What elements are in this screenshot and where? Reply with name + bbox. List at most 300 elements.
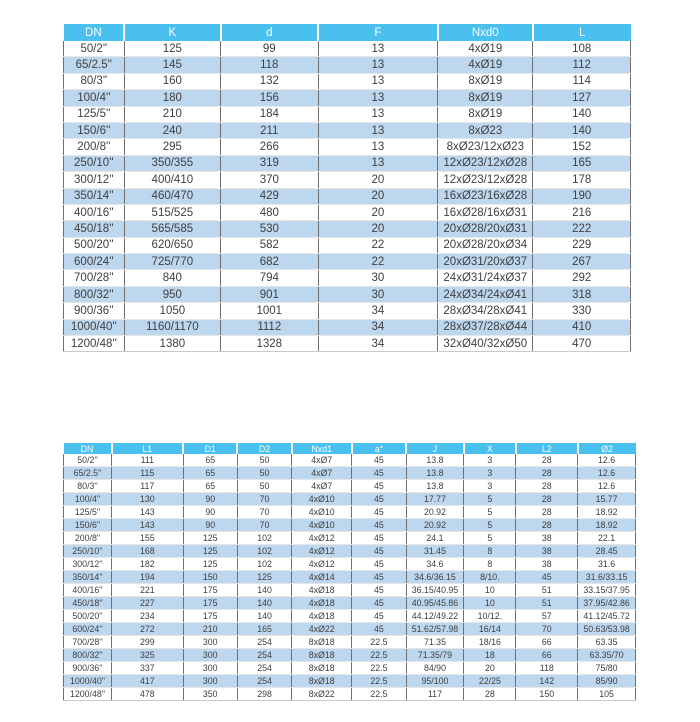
table-cell: 8xØ18 bbox=[292, 649, 352, 662]
table-row bbox=[64, 286, 631, 302]
table-cell: 12xØ23/12xØ28 bbox=[438, 172, 533, 188]
table-cell: 45 bbox=[516, 571, 578, 584]
table-cell: 100/4'' bbox=[64, 90, 125, 106]
table-cell: 90 bbox=[183, 519, 237, 532]
column-header: d bbox=[221, 24, 319, 41]
column-header: a° bbox=[352, 443, 406, 454]
table-cell: 143 bbox=[112, 506, 184, 519]
table-row bbox=[64, 610, 636, 623]
table-cell: 272 bbox=[112, 623, 184, 636]
table-row bbox=[64, 597, 636, 610]
table-cell: 16xØ28/16xØ31 bbox=[438, 204, 533, 220]
table-cell: 350/14'' bbox=[64, 188, 125, 204]
table-cell: 45 bbox=[352, 506, 406, 519]
table-cell: 216 bbox=[533, 204, 631, 220]
table-cell: 140 bbox=[237, 597, 291, 610]
table-row bbox=[64, 636, 636, 649]
table-cell: 66 bbox=[516, 649, 578, 662]
table-cell: 28 bbox=[516, 467, 578, 480]
table-cell: 125 bbox=[183, 532, 237, 545]
table-cell: 10 bbox=[464, 597, 516, 610]
table-cell: 111 bbox=[112, 454, 184, 467]
table-cell: 31.45 bbox=[406, 545, 464, 558]
table-cell: 190 bbox=[533, 188, 631, 204]
table-cell: 45 bbox=[352, 532, 406, 545]
table-cell: 127 bbox=[533, 90, 631, 106]
flange-dimensions-table-2 bbox=[63, 443, 636, 701]
column-header: L1 bbox=[112, 443, 184, 454]
table-cell: 105 bbox=[578, 688, 636, 701]
table-cell: 410 bbox=[533, 319, 631, 335]
table-cell: 4xØ7 bbox=[292, 480, 352, 493]
column-header: DN bbox=[64, 24, 125, 41]
table-cell: 45 bbox=[352, 467, 406, 480]
table-cell: 65/2.5'' bbox=[64, 57, 125, 73]
table-cell: 450/18'' bbox=[64, 221, 125, 237]
table-row bbox=[64, 454, 636, 467]
column-header: F bbox=[318, 24, 438, 41]
table-row bbox=[64, 172, 631, 188]
table-cell: 28xØ37/28xØ44 bbox=[438, 319, 533, 335]
table-cell: 44.12/49.22 bbox=[406, 610, 464, 623]
table-cell: 95/100 bbox=[406, 675, 464, 688]
table-cell: 20.92 bbox=[406, 519, 464, 532]
header-row bbox=[64, 443, 636, 454]
table-row bbox=[64, 270, 631, 286]
table-cell: 8xØ19 bbox=[438, 90, 533, 106]
table-cell: 292 bbox=[533, 270, 631, 286]
table-row bbox=[64, 506, 636, 519]
table-cell: 4xØ19 bbox=[438, 41, 533, 57]
table-cell: 4xØ22 bbox=[292, 623, 352, 636]
table-cell: 227 bbox=[112, 597, 184, 610]
table-cell: 45 bbox=[352, 493, 406, 506]
table-cell: 3 bbox=[464, 467, 516, 480]
table-cell: 12.6 bbox=[578, 454, 636, 467]
table-cell: 70 bbox=[516, 623, 578, 636]
table-cell: 350/355 bbox=[124, 155, 220, 171]
table-cell: 155 bbox=[112, 532, 184, 545]
table-cell: 28 bbox=[516, 519, 578, 532]
table-cell: 31.6 bbox=[578, 558, 636, 571]
table-row bbox=[64, 675, 636, 688]
table-cell: 99 bbox=[221, 41, 319, 57]
table-cell: 63.35/70 bbox=[578, 649, 636, 662]
table-cell: 20 bbox=[464, 662, 516, 675]
table-cell: 18 bbox=[464, 649, 516, 662]
table-cell: 71.35/79 bbox=[406, 649, 464, 662]
table-cell: 22 bbox=[318, 254, 438, 270]
table-cell: 165 bbox=[237, 623, 291, 636]
table-cell: 620/650 bbox=[124, 237, 220, 253]
table-cell: 22.5 bbox=[352, 649, 406, 662]
table-cell: 13.8 bbox=[406, 454, 464, 467]
table-cell: 65 bbox=[183, 480, 237, 493]
table-cell: 350/14'' bbox=[64, 571, 112, 584]
table-cell: 500/20'' bbox=[64, 237, 125, 253]
table-cell: 8 bbox=[464, 545, 516, 558]
table-cell: 80/3'' bbox=[64, 73, 125, 89]
table-cell: 31.6/33.15 bbox=[578, 571, 636, 584]
table-cell: 45 bbox=[352, 597, 406, 610]
table-cell: 300 bbox=[183, 636, 237, 649]
table-cell: 800/32'' bbox=[64, 286, 125, 302]
table-cell: 175 bbox=[183, 597, 237, 610]
table-cell: 66 bbox=[516, 636, 578, 649]
table-cell: 330 bbox=[533, 303, 631, 319]
table-cell: 450/18'' bbox=[64, 597, 112, 610]
table-cell: 400/16'' bbox=[64, 204, 125, 220]
table-cell: 125 bbox=[183, 545, 237, 558]
table-cell: 300 bbox=[183, 662, 237, 675]
table-cell: 45 bbox=[352, 545, 406, 558]
table-cell: 145 bbox=[124, 57, 220, 73]
table-row bbox=[64, 155, 631, 171]
table-cell: 417 bbox=[112, 675, 184, 688]
table-cell: 28 bbox=[516, 493, 578, 506]
table-cell: 114 bbox=[533, 73, 631, 89]
table-cell: 175 bbox=[183, 584, 237, 597]
table-cell: 50.63/53.98 bbox=[578, 623, 636, 636]
table-cell: 400/16'' bbox=[64, 584, 112, 597]
table-cell: 325 bbox=[112, 649, 184, 662]
table-cell: 51.62/57.98 bbox=[406, 623, 464, 636]
table-cell: 28 bbox=[516, 454, 578, 467]
table-cell: 112 bbox=[533, 57, 631, 73]
table-cell: 102 bbox=[237, 532, 291, 545]
table-cell: 700/28'' bbox=[64, 270, 125, 286]
table-cell: 38 bbox=[516, 545, 578, 558]
table-cell: 63.35 bbox=[578, 636, 636, 649]
table-cell: 298 bbox=[237, 688, 291, 701]
table-cell: 725/770 bbox=[124, 254, 220, 270]
table-cell: 254 bbox=[237, 636, 291, 649]
table-cell: 254 bbox=[237, 662, 291, 675]
table-row bbox=[64, 254, 631, 270]
table-cell: 156 bbox=[221, 90, 319, 106]
table-cell: 600/24'' bbox=[64, 254, 125, 270]
table-cell: 300/12'' bbox=[64, 558, 112, 571]
table-cell: 22.5 bbox=[352, 675, 406, 688]
table-cell: 1160/1170 bbox=[124, 319, 220, 335]
table-cell: 1380 bbox=[124, 336, 220, 352]
table-cell: 4xØ7 bbox=[292, 454, 352, 467]
table-cell: 75/80 bbox=[578, 662, 636, 675]
table-cell: 318 bbox=[533, 286, 631, 302]
table-row bbox=[64, 237, 631, 253]
table-cell: 10/12. bbox=[464, 610, 516, 623]
table-cell: 150 bbox=[183, 571, 237, 584]
table-cell: 65 bbox=[183, 454, 237, 467]
table-cell: 900/36'' bbox=[64, 662, 112, 675]
table-cell: 582 bbox=[221, 237, 319, 253]
table-cell: 429 bbox=[221, 188, 319, 204]
table-cell: 470 bbox=[533, 336, 631, 352]
table-row bbox=[64, 57, 631, 73]
table-cell: 8xØ19 bbox=[438, 73, 533, 89]
table-cell: 13 bbox=[318, 57, 438, 73]
table-cell: 5 bbox=[464, 519, 516, 532]
table-row bbox=[64, 41, 631, 57]
table-cell: 130 bbox=[112, 493, 184, 506]
table-cell: 300/12'' bbox=[64, 172, 125, 188]
table-cell: 28 bbox=[464, 688, 516, 701]
table-row bbox=[64, 139, 631, 155]
column-header: J bbox=[406, 443, 464, 454]
table-cell: 34.6 bbox=[406, 558, 464, 571]
table-cell: 15.77 bbox=[578, 493, 636, 506]
table-cell: 8xØ18 bbox=[292, 662, 352, 675]
table-cell: 4xØ10 bbox=[292, 519, 352, 532]
table-cell: 45 bbox=[352, 519, 406, 532]
table-cell: 90 bbox=[183, 506, 237, 519]
table-row bbox=[64, 571, 636, 584]
table-cell: 8xØ22 bbox=[292, 688, 352, 701]
table-cell: 240 bbox=[124, 122, 220, 138]
table-row bbox=[64, 493, 636, 506]
table-cell: 22.5 bbox=[352, 688, 406, 701]
table-cell: 24xØ31/24xØ37 bbox=[438, 270, 533, 286]
table-row bbox=[64, 649, 636, 662]
table-cell: 250/10'' bbox=[64, 155, 125, 171]
table-row bbox=[64, 467, 636, 480]
table-cell: 901 bbox=[221, 286, 319, 302]
table-cell: 90 bbox=[183, 493, 237, 506]
table-cell: 168 bbox=[112, 545, 184, 558]
table-cell: 57 bbox=[516, 610, 578, 623]
table-cell: 117 bbox=[406, 688, 464, 701]
table-cell: 45 bbox=[352, 454, 406, 467]
table-cell: 30 bbox=[318, 286, 438, 302]
table-cell: 65 bbox=[183, 467, 237, 480]
table-cell: 125 bbox=[124, 41, 220, 57]
table-cell: 8 bbox=[464, 558, 516, 571]
table-cell: 13 bbox=[318, 73, 438, 89]
table-cell: 125 bbox=[237, 571, 291, 584]
table-cell: 254 bbox=[237, 649, 291, 662]
table-cell: 210 bbox=[124, 106, 220, 122]
table-cell: 71.35 bbox=[406, 636, 464, 649]
table-row bbox=[64, 623, 636, 636]
table-cell: 20 bbox=[318, 204, 438, 220]
table-cell: 45 bbox=[352, 584, 406, 597]
table-row bbox=[64, 336, 631, 352]
table-cell: 17.77 bbox=[406, 493, 464, 506]
table-cell: 150/6'' bbox=[64, 122, 125, 138]
table-cell: 200/8'' bbox=[64, 532, 112, 545]
table-row bbox=[64, 106, 631, 122]
table-cell: 45 bbox=[352, 558, 406, 571]
table-cell: 13 bbox=[318, 155, 438, 171]
column-header: D2 bbox=[237, 443, 291, 454]
table-cell: 3 bbox=[464, 480, 516, 493]
table-row bbox=[64, 545, 636, 558]
table-cell: 3 bbox=[464, 454, 516, 467]
table-cell: 700/28'' bbox=[64, 636, 112, 649]
table-cell: 900/36'' bbox=[64, 303, 125, 319]
table-cell: 34 bbox=[318, 336, 438, 352]
table-cell: 1000/40'' bbox=[64, 319, 125, 335]
table-cell: 34.6/36.15 bbox=[406, 571, 464, 584]
table-cell: 70 bbox=[237, 493, 291, 506]
table-cell: 200/8'' bbox=[64, 139, 125, 155]
table-cell: 108 bbox=[533, 41, 631, 57]
table-cell: 20 bbox=[318, 188, 438, 204]
table-cell: 140 bbox=[237, 610, 291, 623]
table-cell: 34 bbox=[318, 303, 438, 319]
table-cell: 299 bbox=[112, 636, 184, 649]
table-cell: 12xØ23/12xØ28 bbox=[438, 155, 533, 171]
table-cell: 41.12/45.72 bbox=[578, 610, 636, 623]
table-cell: 565/585 bbox=[124, 221, 220, 237]
column-header: X bbox=[464, 443, 516, 454]
table-cell: 22.5 bbox=[352, 662, 406, 675]
table-cell: 143 bbox=[112, 519, 184, 532]
table-cell: 22.1 bbox=[578, 532, 636, 545]
table-cell: 102 bbox=[237, 558, 291, 571]
table-cell: 4xØ12 bbox=[292, 532, 352, 545]
table-cell: 600/24'' bbox=[64, 623, 112, 636]
table-cell: 38 bbox=[516, 558, 578, 571]
table-cell: 132 bbox=[221, 73, 319, 89]
table-cell: 319 bbox=[221, 155, 319, 171]
table-cell: 50 bbox=[237, 467, 291, 480]
table-cell: 1112 bbox=[221, 319, 319, 335]
table-cell: 16xØ23/16xØ28 bbox=[438, 188, 533, 204]
table-cell: 350 bbox=[183, 688, 237, 701]
table-row bbox=[64, 204, 631, 220]
table-cell: 20xØ28/20xØ34 bbox=[438, 237, 533, 253]
table-cell: 180 bbox=[124, 90, 220, 106]
table-cell: 8xØ18 bbox=[292, 636, 352, 649]
table-cell: 500/20'' bbox=[64, 610, 112, 623]
table-cell: 194 bbox=[112, 571, 184, 584]
table-cell: 682 bbox=[221, 254, 319, 270]
table-cell: 45 bbox=[352, 623, 406, 636]
table-cell: 12.6 bbox=[578, 467, 636, 480]
table-cell: 45 bbox=[352, 480, 406, 493]
column-header: Nxd0 bbox=[438, 24, 533, 41]
table-cell: 118 bbox=[516, 662, 578, 675]
table-cell: 20.92 bbox=[406, 506, 464, 519]
table-cell: 12.6 bbox=[578, 480, 636, 493]
table-cell: 178 bbox=[533, 172, 631, 188]
table-cell: 28 bbox=[516, 480, 578, 493]
table-cell: 13 bbox=[318, 41, 438, 57]
table-cell: 4xØ14 bbox=[292, 571, 352, 584]
table-cell: 100/4'' bbox=[64, 493, 112, 506]
column-header: Nxd1 bbox=[292, 443, 352, 454]
table-cell: 4xØ12 bbox=[292, 558, 352, 571]
table-cell: 8xØ18 bbox=[292, 675, 352, 688]
table-cell: 150/6'' bbox=[64, 519, 112, 532]
table-cell: 13.8 bbox=[406, 467, 464, 480]
column-header: K bbox=[124, 24, 220, 41]
table-cell: 4xØ18 bbox=[292, 584, 352, 597]
table-cell: 84/90 bbox=[406, 662, 464, 675]
table-cell: 4xØ7 bbox=[292, 467, 352, 480]
table-cell: 460/470 bbox=[124, 188, 220, 204]
table-row bbox=[64, 303, 631, 319]
table-cell: 4xØ19 bbox=[438, 57, 533, 73]
column-header: D1 bbox=[183, 443, 237, 454]
table-cell: 5 bbox=[464, 506, 516, 519]
table-row bbox=[64, 532, 636, 545]
table-cell: 24xØ34/24xØ41 bbox=[438, 286, 533, 302]
table-cell: 8xØ23 bbox=[438, 122, 533, 138]
table-cell: 254 bbox=[237, 675, 291, 688]
table-cell: 150 bbox=[516, 688, 578, 701]
table-cell: 250/10'' bbox=[64, 545, 112, 558]
table-cell: 210 bbox=[183, 623, 237, 636]
table-row bbox=[64, 221, 631, 237]
table-cell: 1200/48'' bbox=[64, 688, 112, 701]
table-cell: 117 bbox=[112, 480, 184, 493]
table-cell: 10 bbox=[464, 584, 516, 597]
table-cell: 140 bbox=[533, 122, 631, 138]
table-cell: 295 bbox=[124, 139, 220, 155]
flange-dimensions-table-1 bbox=[63, 24, 631, 352]
table-cell: 234 bbox=[112, 610, 184, 623]
table-cell: 65/2.5'' bbox=[64, 467, 112, 480]
table-row bbox=[64, 662, 636, 675]
table-cell: 4xØ12 bbox=[292, 545, 352, 558]
table-cell: 36.15/40.95 bbox=[406, 584, 464, 597]
table-cell: 1200/48'' bbox=[64, 336, 125, 352]
table-cell: 1050 bbox=[124, 303, 220, 319]
table-cell: 70 bbox=[237, 519, 291, 532]
table-cell: 38 bbox=[516, 532, 578, 545]
table-cell: 530 bbox=[221, 221, 319, 237]
table-cell: 800/32'' bbox=[64, 649, 112, 662]
table-cell: 4xØ18 bbox=[292, 597, 352, 610]
table-cell: 115 bbox=[112, 467, 184, 480]
table-cell: 70 bbox=[237, 506, 291, 519]
table-cell: 18.92 bbox=[578, 519, 636, 532]
table-cell: 34 bbox=[318, 319, 438, 335]
table-row bbox=[64, 558, 636, 571]
table-cell: 221 bbox=[112, 584, 184, 597]
header-row bbox=[64, 24, 631, 41]
table-cell: 22.5 bbox=[352, 636, 406, 649]
table-cell: 229 bbox=[533, 237, 631, 253]
table-cell: 28 bbox=[516, 506, 578, 519]
table-row bbox=[64, 480, 636, 493]
table-cell: 182 bbox=[112, 558, 184, 571]
table-cell: 51 bbox=[516, 584, 578, 597]
table-cell: 125/5'' bbox=[64, 106, 125, 122]
column-header: L2 bbox=[516, 443, 578, 454]
table-cell: 4xØ18 bbox=[292, 610, 352, 623]
table-cell: 45 bbox=[352, 571, 406, 584]
table-cell: 40.95/45.86 bbox=[406, 597, 464, 610]
table-cell: 22 bbox=[318, 237, 438, 253]
table-cell: 950 bbox=[124, 286, 220, 302]
table-cell: 515/525 bbox=[124, 204, 220, 220]
table-cell: 160 bbox=[124, 73, 220, 89]
table-cell: 24.1 bbox=[406, 532, 464, 545]
table-cell: 222 bbox=[533, 221, 631, 237]
table-cell: 33.15/37.95 bbox=[578, 584, 636, 597]
table-cell: 8xØ23/12xØ23 bbox=[438, 139, 533, 155]
table-cell: 28xØ34/28xØ41 bbox=[438, 303, 533, 319]
table-cell: 50/2'' bbox=[64, 41, 125, 57]
column-header: Ø2 bbox=[578, 443, 636, 454]
table-cell: 13 bbox=[318, 90, 438, 106]
table-cell: 13.8 bbox=[406, 480, 464, 493]
table-cell: 1000/40'' bbox=[64, 675, 112, 688]
table-cell: 28.45 bbox=[578, 545, 636, 558]
